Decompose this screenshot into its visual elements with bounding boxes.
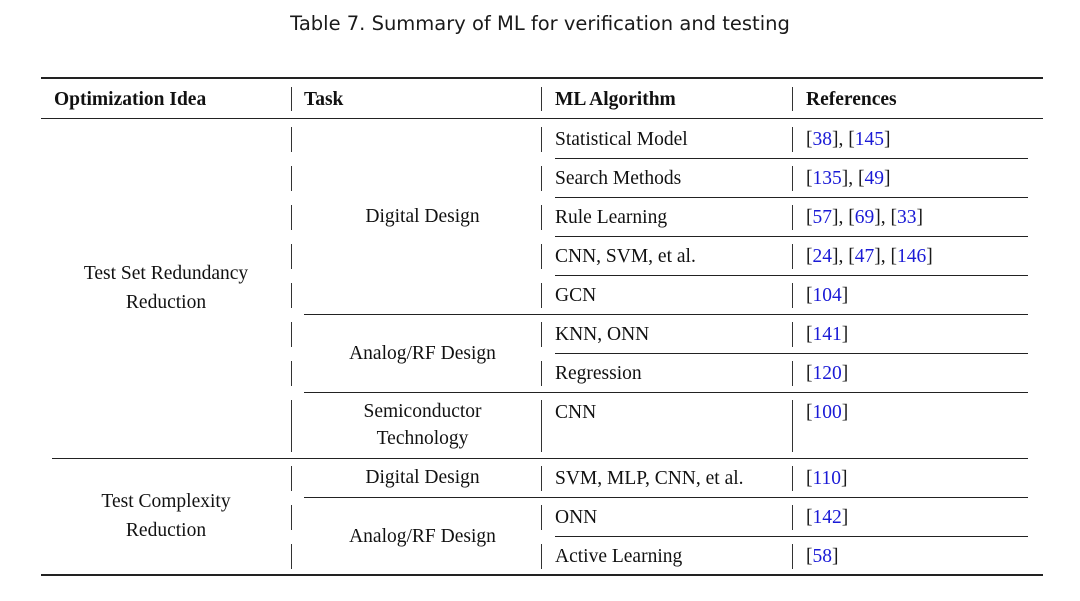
citation-link[interactable]: 58 xyxy=(812,546,832,567)
table-top-rule xyxy=(41,77,1043,79)
algorithm-cell: Rule Learning xyxy=(555,207,668,228)
algorithm-cell: Regression xyxy=(555,363,642,384)
citation-link[interactable]: 104 xyxy=(812,285,842,306)
row-rule xyxy=(555,275,1028,276)
row-separator xyxy=(792,244,793,269)
row-separator xyxy=(541,400,542,452)
algorithm-cell: KNN, ONN xyxy=(555,324,650,345)
algorithm-cell: Search Methods xyxy=(555,168,682,189)
row-separator xyxy=(291,166,292,191)
references-cell: [104] xyxy=(806,285,849,306)
row-separator xyxy=(291,544,292,569)
row-separator xyxy=(792,322,793,347)
citation-link[interactable]: 100 xyxy=(812,402,842,423)
task-label: Analog/RF Design xyxy=(349,525,496,547)
header-separator xyxy=(541,87,542,111)
citation-link[interactable]: 135 xyxy=(812,168,842,189)
row-rule xyxy=(555,353,1028,354)
header-separator xyxy=(792,87,793,111)
row-separator xyxy=(541,127,542,152)
row-rule xyxy=(555,236,1028,237)
citation-link[interactable]: 146 xyxy=(897,246,927,267)
group-rule xyxy=(52,458,1028,459)
citation-link[interactable]: 120 xyxy=(812,363,842,384)
row-separator xyxy=(792,205,793,230)
task-rule xyxy=(304,314,1028,315)
algorithm-cell: CNN, SVM, et al. xyxy=(555,246,696,267)
algorithm-cell: Statistical Model xyxy=(555,129,688,150)
algorithm-cell: ONN xyxy=(555,507,598,528)
row-separator xyxy=(541,205,542,230)
row-separator xyxy=(792,544,793,569)
row-separator xyxy=(291,205,292,230)
optimization-idea-label: Reduction xyxy=(125,291,207,313)
header-task: Task xyxy=(304,89,344,110)
task-label: Digital Design xyxy=(365,467,480,488)
row-separator xyxy=(541,166,542,191)
references-cell: [110] xyxy=(806,468,848,489)
algorithm-cell: GCN xyxy=(555,285,597,306)
references-cell: [142] xyxy=(806,507,849,528)
header-ml-algorithm: ML Algorithm xyxy=(555,89,676,110)
algorithm-cell: CNN xyxy=(555,402,597,423)
row-separator xyxy=(541,361,542,386)
row-rule xyxy=(555,158,1028,159)
row-separator xyxy=(541,544,542,569)
table-caption: Table 7. Summary of ML for verification and testing xyxy=(290,12,790,35)
optimization-idea-label: Reduction xyxy=(125,519,207,541)
algorithm-cell: SVM, MLP, CNN, et al. xyxy=(555,468,744,489)
task-label: Digital Design xyxy=(365,206,480,227)
row-separator xyxy=(291,361,292,386)
citation-link[interactable]: 145 xyxy=(854,129,884,150)
row-separator xyxy=(291,244,292,269)
row-separator xyxy=(541,244,542,269)
task-rule xyxy=(304,497,1028,498)
references-cell: [24], [47], [146] xyxy=(806,246,933,267)
row-separator xyxy=(792,505,793,530)
references-cell: [120] xyxy=(806,363,849,384)
optimization-idea-label: Test Set Redundancy xyxy=(83,262,249,284)
table-bottom-rule xyxy=(41,574,1043,576)
task-label: Semiconductor xyxy=(363,401,482,422)
citation-link[interactable]: 141 xyxy=(812,324,842,345)
citation-link[interactable]: 57 xyxy=(812,207,832,228)
row-rule xyxy=(555,197,1028,198)
row-separator xyxy=(792,400,793,452)
row-separator xyxy=(792,127,793,152)
row-separator xyxy=(792,361,793,386)
citation-link[interactable]: 47 xyxy=(854,246,875,267)
row-separator xyxy=(291,283,292,308)
table-header-rule xyxy=(41,118,1043,119)
references-cell: [57], [69], [33] xyxy=(806,207,923,228)
row-separator xyxy=(541,466,542,491)
header-optimization-idea: Optimization Idea xyxy=(54,89,207,110)
references-cell: [58] xyxy=(806,546,839,567)
header-separator xyxy=(291,87,292,111)
citation-link[interactable]: 110 xyxy=(812,468,842,489)
row-separator xyxy=(541,322,542,347)
row-rule xyxy=(555,536,1028,537)
references-cell: [38], [145] xyxy=(806,129,891,150)
optimization-idea-label: Test Complexity xyxy=(101,490,231,512)
task-label: Technology xyxy=(376,428,469,449)
citation-link[interactable]: 38 xyxy=(812,129,832,150)
citation-link[interactable]: 142 xyxy=(812,507,842,528)
row-separator xyxy=(792,466,793,491)
row-separator xyxy=(291,466,292,491)
references-cell: [141] xyxy=(806,324,849,345)
row-separator xyxy=(291,127,292,152)
row-separator xyxy=(792,166,793,191)
citation-link[interactable]: 33 xyxy=(897,207,917,228)
references-cell: [135], [49] xyxy=(806,168,891,189)
row-separator xyxy=(291,505,292,530)
citation-link[interactable]: 49 xyxy=(864,168,884,189)
row-separator xyxy=(291,400,292,452)
task-label: Analog/RF Design xyxy=(349,342,496,364)
row-separator xyxy=(291,322,292,347)
header-references: References xyxy=(806,89,897,110)
task-rule xyxy=(304,392,1028,393)
citation-link[interactable]: 69 xyxy=(854,207,875,228)
row-separator xyxy=(541,505,542,530)
row-separator xyxy=(541,283,542,308)
references-cell: [100] xyxy=(806,402,849,423)
algorithm-cell: Active Learning xyxy=(555,546,683,567)
citation-link[interactable]: 24 xyxy=(812,246,832,267)
row-separator xyxy=(792,283,793,308)
